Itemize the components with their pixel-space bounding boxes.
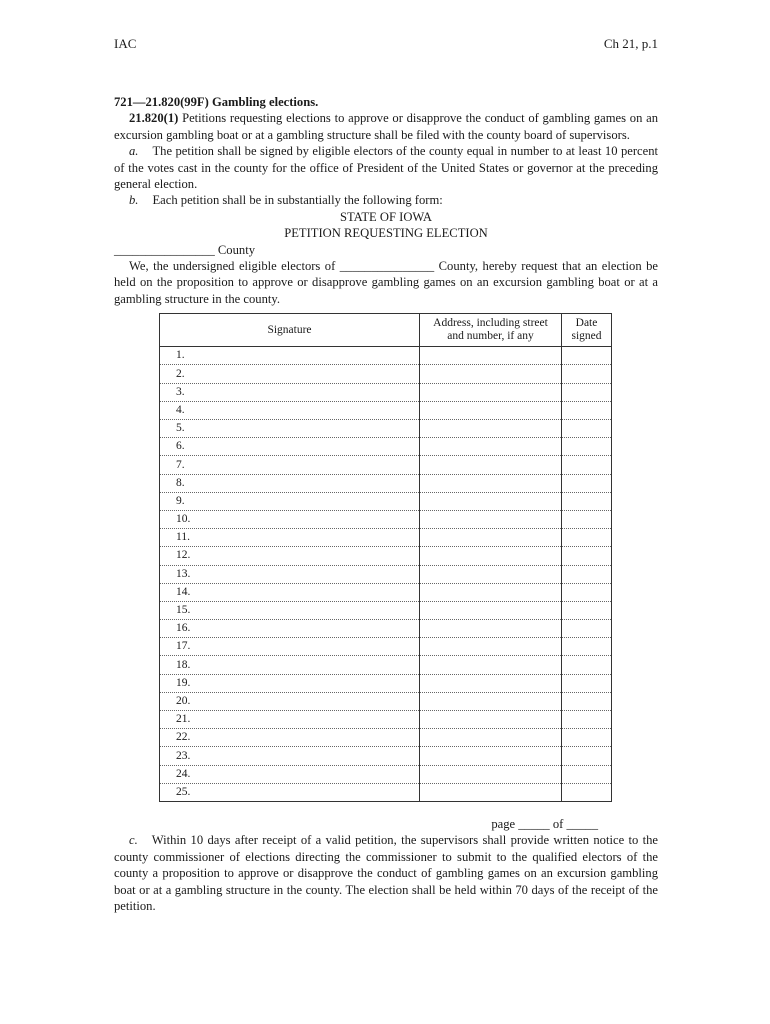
signature-cell: 6. [160,438,420,456]
table-row [160,765,612,783]
date-cell [562,765,612,783]
paragraph-a-label: a. [129,144,139,159]
table-row [160,656,612,674]
table-row [160,347,612,365]
table-header-row [160,314,612,347]
date-cell [562,565,612,583]
table-row [160,492,612,510]
form-state: STATE OF IOWA [339,209,433,224]
subrule-1-text: Petitions requesting elections to approve or disapprove the conduct of gambling games on an excursion gambling boat or at a gambling structure shall be filed with the county board of supervisors. [114,111,658,142]
col-address: Address, including street and number, if any [420,314,562,347]
signature-cell: 11. [160,529,420,547]
address-cell [420,656,562,674]
address-cell [420,547,562,565]
date-cell [562,401,612,419]
date-cell [562,711,612,729]
signature-cell: 12. [160,547,420,565]
signature-cell: 23. [160,747,420,765]
address-cell [420,692,562,710]
date-cell [562,638,612,656]
signature-cell: 3. [160,383,420,401]
date-cell [562,620,612,638]
table-row [160,783,612,801]
form-heading: PETITION REQUESTING ELECTION [284,226,488,241]
date-cell [562,583,612,601]
table-row [160,547,612,565]
document-body [114,94,658,914]
address-cell [420,765,562,783]
form-county-line: ________________ County [114,242,255,257]
header-left: IAC [114,36,137,51]
signature-cell: 24. [160,765,420,783]
date-cell [562,674,612,692]
address-cell [420,674,562,692]
signature-cell: 5. [160,420,420,438]
address-cell [420,456,562,474]
table-row [160,438,612,456]
table-row [160,674,612,692]
date-cell [562,601,612,619]
signature-cell: 10. [160,510,420,528]
signature-cell: 15. [160,601,420,619]
table-row [160,474,612,492]
signature-cell: 2. [160,365,420,383]
date-cell [562,547,612,565]
table-row [160,729,612,747]
address-cell [420,783,562,801]
address-cell [420,565,562,583]
form-body: We, the undersigned eligible electors of _______________ County, hereby request that an election be held on the proposition to approve or disapprove gambling games on an excursion gambling boat or at a gambling structure in the county. [114,259,658,306]
address-cell [420,438,562,456]
date-cell [562,438,612,456]
header-right: Ch 21, p.1 [603,36,658,51]
address-cell [420,601,562,619]
date-cell [562,729,612,747]
address-cell [420,583,562,601]
signature-cell: 4. [160,401,420,419]
signature-cell: 22. [160,729,420,747]
date-cell [562,474,612,492]
address-cell [420,401,562,419]
table-row [160,529,612,547]
signature-cell: 21. [160,711,420,729]
paragraph-c [114,832,658,914]
paragraph-a-text: The petition shall be signed by eligible electors of the county equal in number to at least 10 percent of the votes cast in the county for the office of President of the United States or governor at the preceding general election. [114,144,658,192]
signature-cell: 1. [160,347,420,365]
signature-cell: 18. [160,656,420,674]
date-cell [562,529,612,547]
col-signature: Signature [160,314,420,347]
signature-cell: 19. [160,674,420,692]
paragraph-a [114,143,658,192]
table-row [160,620,612,638]
table-row [160,747,612,765]
date-cell [562,747,612,765]
col-date-signed: Date signed [562,314,612,347]
address-cell [420,529,562,547]
date-cell [562,510,612,528]
table-row [160,601,612,619]
table-row [160,565,612,583]
address-cell [420,420,562,438]
signature-cell: 17. [160,638,420,656]
signature-cell: 16. [160,620,420,638]
date-cell [562,383,612,401]
signature-cell: 7. [160,456,420,474]
address-cell [420,711,562,729]
table-row [160,638,612,656]
address-cell [420,729,562,747]
table-row [160,692,612,710]
subrule-1-label: 21.820(1) [129,111,179,126]
paragraph-c-label: c. [129,833,138,848]
address-cell [420,620,562,638]
address-cell [420,347,562,365]
address-cell [420,383,562,401]
table-row [160,383,612,401]
signature-cell: 8. [160,474,420,492]
signature-cell: 14. [160,583,420,601]
address-cell [420,638,562,656]
paragraph-b-text: Each petition shall be in substantially the following form: [152,193,443,208]
table-row [160,365,612,383]
address-cell [420,492,562,510]
table-row [160,510,612,528]
table-row [160,583,612,601]
date-cell [562,783,612,801]
paragraph-c-text: Within 10 days after receipt of a valid petition, the supervisors shall provide written notice to the county commissioner of elections directing the commissioner to submit to the qualified electors of the county a proposition to approve or disapprove the conduct of gambling games on an excursion gambling boat or at a gambling structure in the county. The election shall be held within 70 days of the receipt of the petition. [114,833,658,913]
date-cell [562,492,612,510]
paragraph-b-label: b. [129,193,139,208]
signature-cell: 9. [160,492,420,510]
subrule-1 [114,110,658,143]
date-cell [562,656,612,674]
date-cell [562,347,612,365]
table-row [160,420,612,438]
address-cell [420,365,562,383]
rule-title: 721—21.820(99F) Gambling elections. [114,95,319,109]
date-cell [562,365,612,383]
address-cell [420,510,562,528]
table-row [160,711,612,729]
date-cell [562,456,612,474]
signature-cell: 25. [160,783,420,801]
paragraph-b [114,192,658,208]
signature-cell: 13. [160,565,420,583]
date-cell [562,420,612,438]
address-cell [420,747,562,765]
signature-cell: 20. [160,692,420,710]
date-cell [562,692,612,710]
table-row [160,401,612,419]
address-cell [420,474,562,492]
signature-table [159,313,612,802]
page-count: page _____ of _____ [491,816,598,831]
table-row [160,456,612,474]
